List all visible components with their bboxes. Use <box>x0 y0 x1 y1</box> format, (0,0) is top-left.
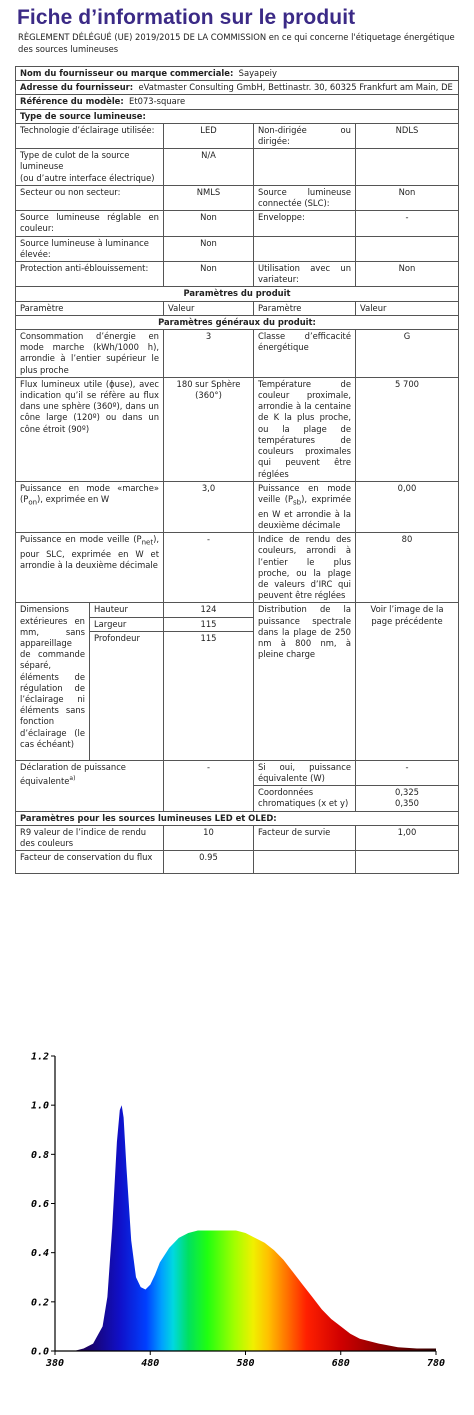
table-row <box>16 236 459 261</box>
flux-maintenance-label: Facteur de conservation du flux <box>16 851 164 874</box>
depth-value: 115 <box>164 631 254 760</box>
connected-value: Non <box>356 185 459 210</box>
column-header: Paramètre <box>254 301 356 315</box>
column-header: Paramètre <box>16 301 164 315</box>
useful-flux-label: Flux lumineux utile (ɸuse), avec indication qu’il se réfère au flux dans une sphère (360º), dans un cône large (120º) ou dans un cône étroit (90º) <box>16 377 164 481</box>
networked-standby-label: Puissance en mode veille $(P_{net})$, pour SLC, exprimée en W et arrondie à la deuxième décimale <box>16 533 164 603</box>
table-row <box>16 760 459 785</box>
y-tick-label: 0.4 <box>30 1248 49 1260</box>
address-value: eVatmaster Consulting GmbH, Bettinastr. 30, 60325 Frankfurt am Main, DE <box>138 82 453 93</box>
y-tick-label: 1.0 <box>30 1100 49 1112</box>
color-tunable-label: Source lumineuse réglable en couleur: <box>16 211 164 236</box>
energy-consumption-value: 3 <box>164 330 254 378</box>
chromaticity-x-value: 0,325 <box>395 787 419 798</box>
standby-power-value: 0,00 <box>356 481 459 532</box>
y-tick-label: 0.2 <box>30 1297 49 1309</box>
directional-value: NDLS <box>356 123 459 148</box>
source-type-heading: Type de source lumineuse: <box>16 109 459 123</box>
cct-label: Température de couleur proximale, arrondie à la centaine de K la plus proche, ou la plage de températures de couleurs proximales qui peuvent être réglées <box>254 377 356 481</box>
r9-label: R9 valeur de l’indice de rendu des couleurs <box>16 825 164 850</box>
energy-class-value: G <box>356 330 459 378</box>
chromaticity-y-value: 0,350 <box>395 798 419 809</box>
supplier-row <box>16 67 459 81</box>
useful-flux-value: 180 sur Sphère (360°) <box>164 377 254 481</box>
supplier-label: Nom du fournisseur ou marque commerciale: <box>20 68 234 78</box>
on-power-value: 3,0 <box>164 481 254 532</box>
envelope-label: Enveloppe: <box>254 211 356 236</box>
table-row <box>16 330 459 378</box>
chromaticity-label: Coordonnées chromatiques (x et y) <box>254 786 356 811</box>
dimmer-label: Utilisation avec un variateur: <box>254 262 356 287</box>
mains-value: NMLS <box>164 185 254 210</box>
cap-type-value: N/A <box>164 149 254 186</box>
dimmer-value: Non <box>356 262 459 287</box>
width-value: 115 <box>164 617 254 631</box>
model-row <box>16 95 459 109</box>
spectrum-area <box>55 1105 436 1351</box>
standby-power-label: Puissance en mode veille $(P_{sb})$, exprimée en W et arrondie à la deuxième décimale <box>254 481 356 532</box>
cct-value: 5 700 <box>356 377 459 481</box>
supplier-value: Sayapeiy <box>238 68 277 78</box>
survival-factor-value: 1,00 <box>356 825 459 850</box>
model-label: Référence du modèle: <box>20 96 124 107</box>
table-row <box>16 533 459 603</box>
dimensions-label: Dimensions extérieures en mm, sans appareillage de commande séparé, éléments de régulation de l’éclairage ni éléments sans fonction d’éclairage (le cas échéant) <box>16 603 90 760</box>
x-tick-label: 480 <box>141 1358 160 1369</box>
product-sheet <box>0 0 474 60</box>
y-tick-label: 0.8 <box>30 1149 49 1161</box>
address-row <box>16 81 459 95</box>
table-row <box>16 211 459 236</box>
table-row <box>16 149 459 186</box>
mains-label: Secteur ou non secteur: <box>16 185 164 210</box>
high-luminance-label: Source lumineuse à luminance élevée: <box>16 236 164 261</box>
height-value: 124 <box>164 603 254 617</box>
x-tick-label: 680 <box>331 1358 350 1369</box>
width-label: Largeur <box>90 617 164 631</box>
y-tick-label: 0.0 <box>30 1346 49 1358</box>
cri-label: Indice de rendu des couleurs, arrondi à l’entier le plus proche, ou la plage de valeurs d’IRC qui peuvent être réglées <box>254 533 356 603</box>
envelope-value: - <box>356 211 459 236</box>
anti-glare-label: Protection anti-éblouissement: <box>16 262 164 287</box>
y-tick-label: 1.2 <box>30 1051 49 1063</box>
anti-glare-value: Non <box>164 262 254 287</box>
spectral-distribution-label: Distribution de la puissance spectrale dans la plage de 250 nm à 800 nm, à pleine charge <box>254 603 356 760</box>
x-tick-label: 380 <box>45 1358 65 1369</box>
table-row <box>16 851 459 874</box>
page-cut <box>15 987 460 1001</box>
table-row <box>16 481 459 532</box>
spectrum-chart <box>0 1048 474 1378</box>
spectral-distribution-value: Voir l’image de la page précédente <box>356 603 459 760</box>
table-row <box>16 262 459 287</box>
product-params-heading: Paramètres du produit <box>16 287 459 301</box>
networked-standby-value: - <box>164 533 254 603</box>
general-params-heading: Paramètres généraux du produit: <box>16 315 459 329</box>
address-label: Adresse du fournisseur: <box>20 82 134 93</box>
cap-type-note: (ou d’autre interface électrique) <box>20 172 155 183</box>
table-row <box>16 377 459 481</box>
column-header-row <box>16 301 459 315</box>
table-row <box>16 825 459 850</box>
x-tick-label: 780 <box>426 1358 446 1369</box>
model-value: Et073-square <box>129 96 186 107</box>
y-tick-label: 0.6 <box>30 1199 49 1210</box>
table-row <box>16 603 459 617</box>
color-tunable-value: Non <box>164 211 254 236</box>
on-power-label: Puissance en mode «marche» $(P_{on})$, exprimée en W <box>16 481 164 532</box>
table-row <box>16 123 459 148</box>
column-header: Valeur <box>356 301 459 315</box>
chart-plot-area <box>31 1052 445 1370</box>
led-params-heading: Paramètres pour les sources lumineuses LED et OLED: <box>16 811 459 825</box>
technology-label: Technologie d’éclairage utilisée: <box>16 123 164 148</box>
equivalent-watts-value: - <box>356 760 459 785</box>
x-tick-label: 580 <box>236 1358 255 1369</box>
equivalent-power-value: - <box>164 760 254 811</box>
cri-value: 80 <box>356 533 459 603</box>
product-info-table <box>15 66 459 874</box>
regulation-intro: RÈGLEMENT DÉLÉGUÉ (UE) 2019/2015 DE LA COMMISSION en ce qui concerne l'étiquetage énergétique des sources lumineuses <box>18 32 455 54</box>
cap-type-label: Type de culot de la source lumineuse <box>20 150 130 172</box>
energy-consumption-label: Consommation d’énergie en mode marche (kWh/1000 h), arrondie à l’entier supérieur le plus proche <box>16 330 164 378</box>
directional-label: Non-dirigée ou dirigée: <box>254 123 356 148</box>
flux-maintenance-value: 0.95 <box>164 851 254 874</box>
energy-class-label: Classe d’efficacité énergétique <box>254 330 356 378</box>
height-label: Hauteur <box>90 603 164 617</box>
high-luminance-value: Non <box>164 236 254 261</box>
depth-label: Profondeur <box>90 631 164 760</box>
connected-label: Source lumineuse connectée (SLC): <box>254 185 356 210</box>
r9-value: 10 <box>164 825 254 850</box>
equivalent-watts-label: Si oui, puissance équivalente (W) <box>254 760 356 785</box>
table-row <box>16 185 459 210</box>
page-title: Fiche d’information sur le produit <box>17 6 356 29</box>
equivalent-power-label: Déclaration de puissance équivalente$^{a)}$ <box>16 760 164 811</box>
technology-value: LED <box>164 123 254 148</box>
column-header: Valeur <box>164 301 254 315</box>
survival-factor-label: Facteur de survie <box>254 825 356 850</box>
